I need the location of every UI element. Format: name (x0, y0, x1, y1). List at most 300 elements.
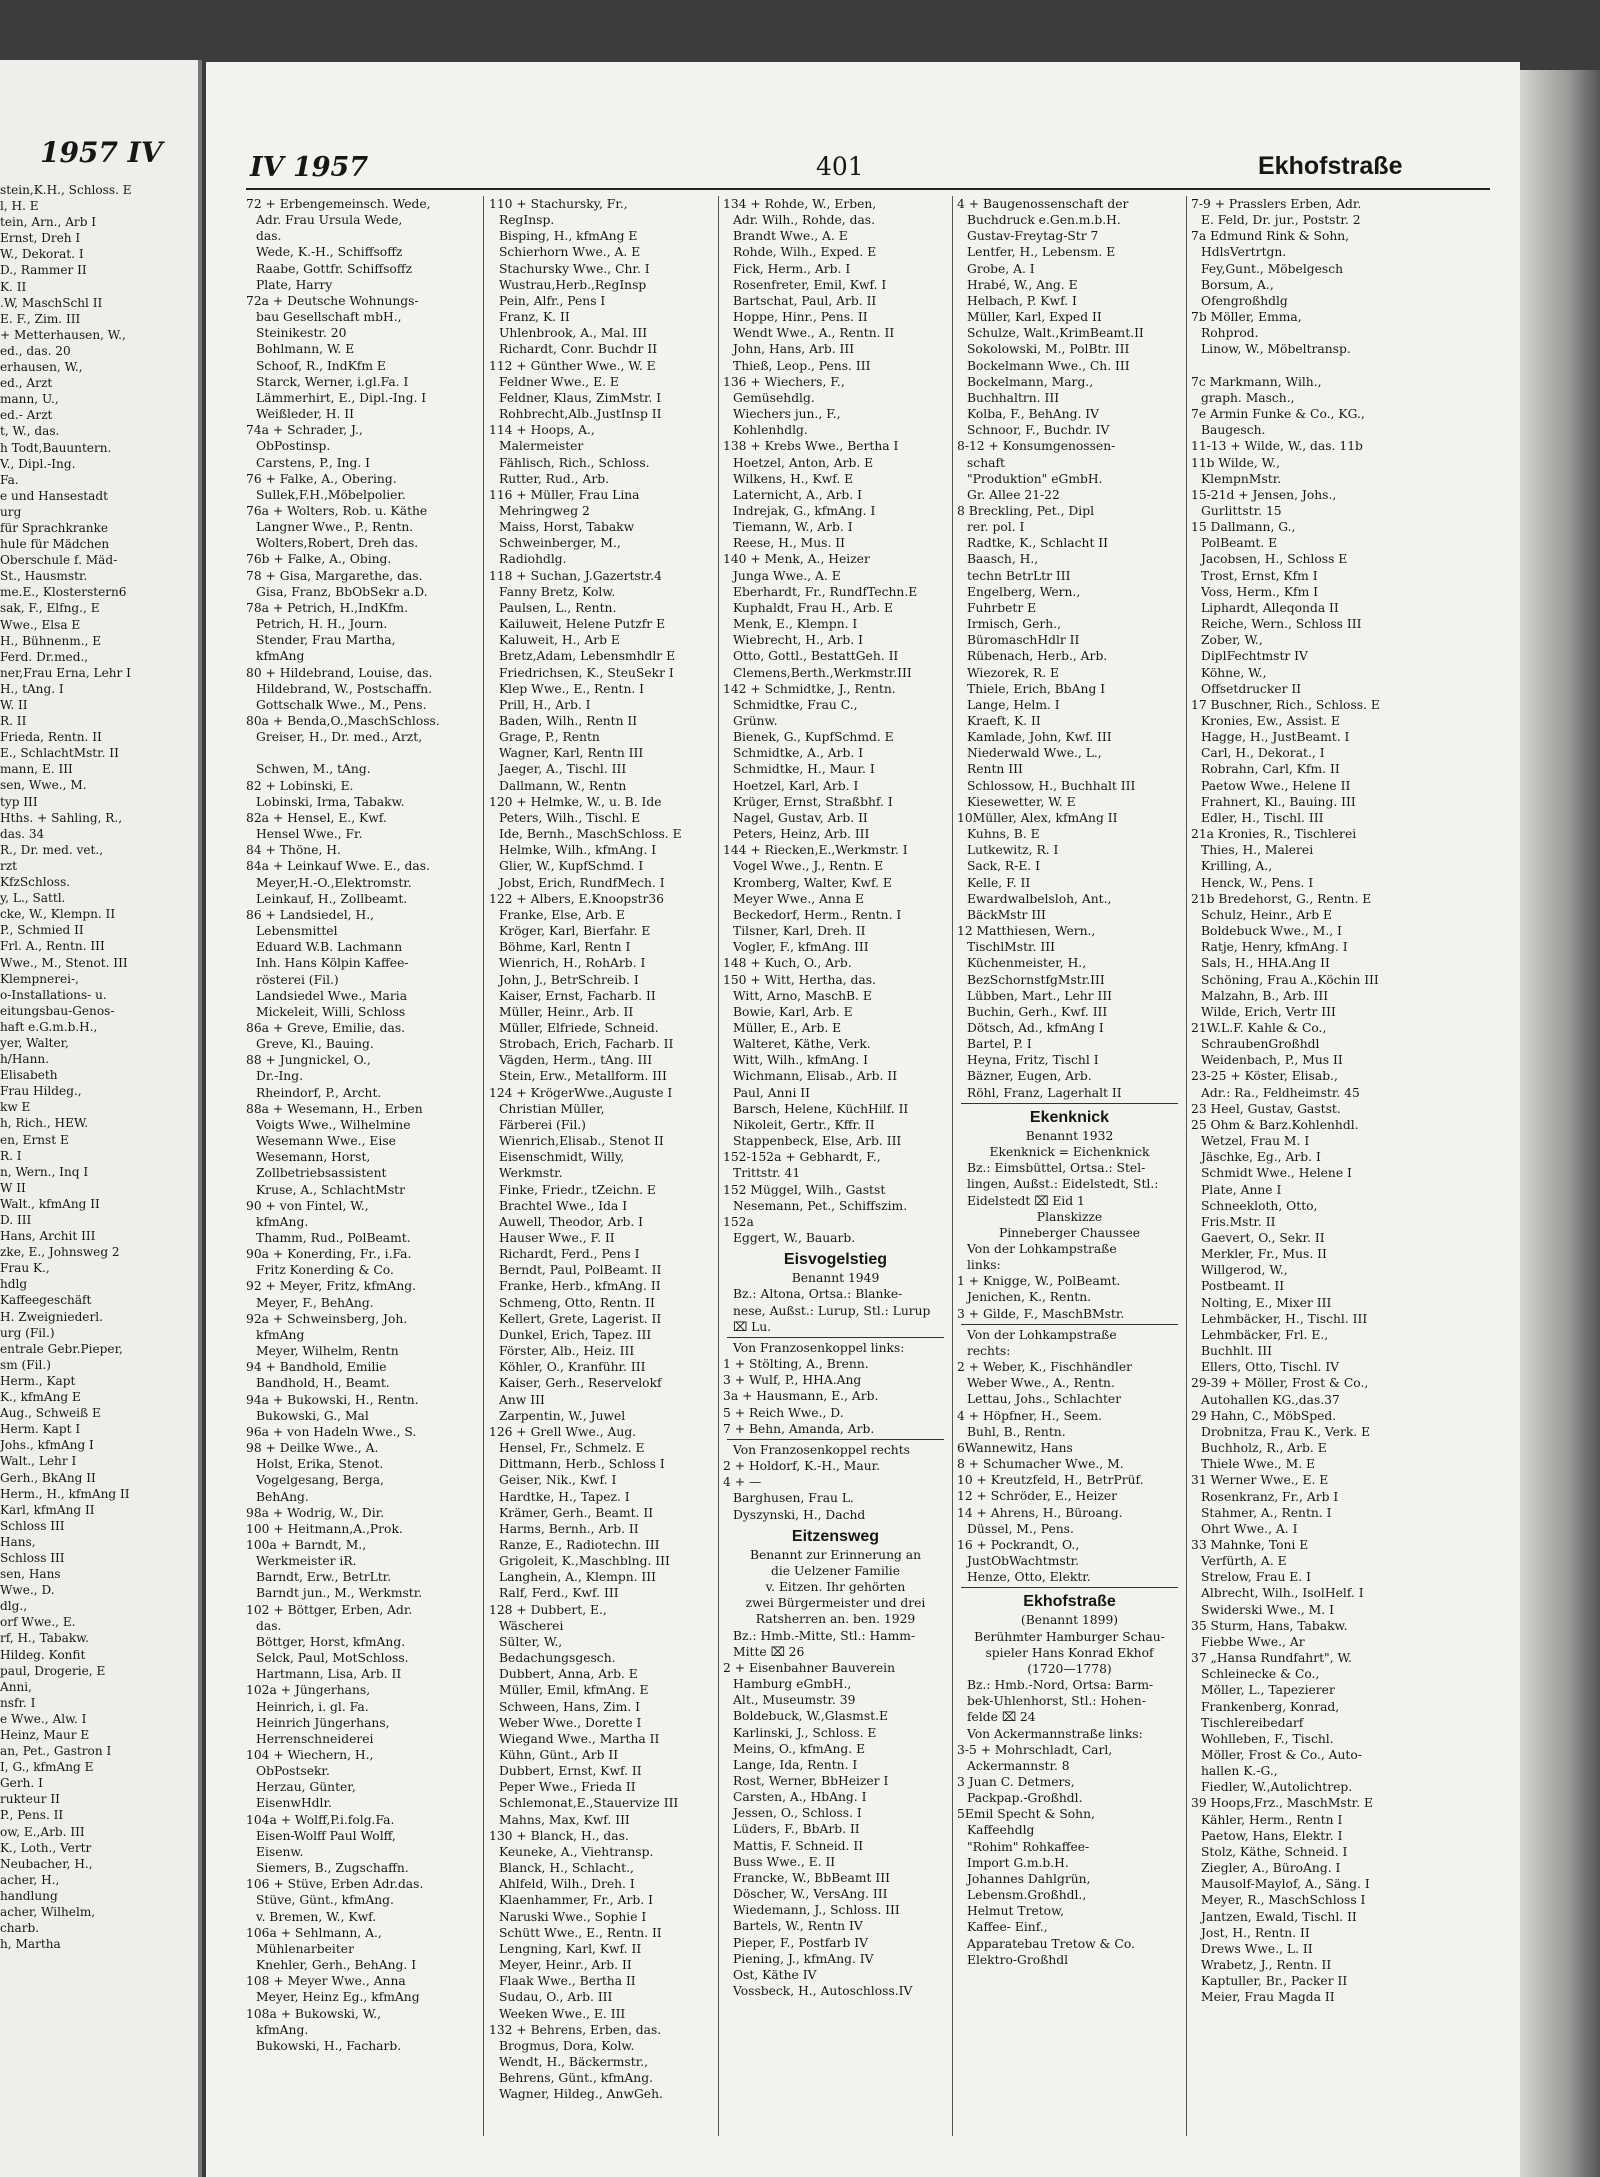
left-page-line: sak, F., Elfng., E (0, 601, 100, 616)
directory-entry: 12 Matthiesen, Wern., (957, 924, 1096, 939)
directory-entry: Boldebuck Wwe., M., I (1201, 924, 1342, 939)
directory-entry: 92 + Meyer, Fritz, kfmAng. (246, 1279, 417, 1294)
directory-entry: Verfürth, A. E (1201, 1554, 1287, 1569)
directory-entry: Buhl, B., Rentn. (967, 1424, 1066, 1439)
directory-entry: Lübben, Mart., Lehr III (967, 988, 1113, 1003)
left-page-line: sen, Wwe., M. (0, 778, 87, 793)
directory-entry: 106a + Sehlmann, A., (246, 1925, 382, 1940)
directory-entry: Grünw. (733, 714, 778, 728)
directory-entry: Paetow, Hans, Elektr. I (1201, 1828, 1343, 1843)
directory-entry: Malzahn, B., Arb. III (1201, 988, 1329, 1003)
directory-entry: Weber Wwe., A., Rentn. (967, 1376, 1115, 1391)
directory-entry: Naruski Wwe., Sophie I (499, 1909, 647, 1924)
directory-entry: 2 + Weber, K., Fischhändler (957, 1360, 1132, 1375)
directory-entry: Jaeger, A., Tischl. III (499, 762, 627, 777)
directory-entry: "Rohim" Rohkaffee- (967, 1839, 1090, 1854)
directory-entry: Langner Wwe., P., Rentn. (256, 520, 414, 535)
directory-entry: Drobnitza, Frau K., Verk. E (1201, 1424, 1371, 1439)
column-divider (1186, 196, 1187, 2136)
directory-entry: 152a (723, 1214, 754, 1229)
directory-entry: "Produktion" eGmbH. (967, 471, 1103, 486)
directory-entry: 8 Breckling, Pet., Dipl (957, 503, 1095, 518)
directory-entry: Müller, Karl, Exped II (967, 310, 1102, 325)
directory-entry: 102a + Jüngerhans, (246, 1683, 371, 1698)
directory-entry: Radiohdlg. (499, 552, 567, 567)
directory-entry: 8-12 + Konsumgenossen- (957, 439, 1116, 454)
left-page-line: D., Rammer II (0, 263, 87, 278)
directory-entry: RegInsp. (499, 213, 555, 228)
directory-entry: Willgerod, W., (1201, 1263, 1288, 1278)
directory-entry: Krüger, Ernst, Straßbhf. I (733, 794, 893, 809)
directory-entry: Uhlenbrook, A., Mal. III (499, 326, 648, 341)
directory-entry: Bockelmann, Marg., (967, 374, 1094, 389)
directory-entry: Fiebbe Wwe., Ar (1201, 1634, 1305, 1649)
directory-entry: Meins, O., kfmAng. E (733, 1741, 866, 1756)
directory-entry: Mattis, F. Schneid. II (733, 1838, 864, 1853)
left-page-line: paul, Drogerie, E (0, 1663, 106, 1678)
directory-entry: Wede, K.-H., Schiffsoffz (256, 245, 403, 260)
street-section-title: Eisvogelstieg (783, 1252, 888, 1269)
directory-entry: Rheindorf, P., Archt. (256, 1085, 382, 1100)
directory-entry: Hartmann, Lisa, Arb. II (256, 1667, 402, 1682)
directory-entry: 7b Möller, Emma, (1191, 310, 1302, 325)
directory-entry: 116 + Müller, Frau Lina (489, 487, 640, 502)
directory-entry: Buchhaltrn. III (967, 390, 1060, 405)
directory-entry: Peters, Wilh., Tischl. E (499, 810, 641, 825)
directory-entry: Brachtel Wwe., Ida I (499, 1198, 628, 1213)
left-page-line: Walt., kfmAng II (0, 1196, 100, 1211)
directory-entry: 86a + Greve, Emilie, das. (246, 1020, 406, 1035)
directory-entry: PolBeamt. E (1201, 536, 1278, 551)
left-page-line: me.E., Klosterstern6 (0, 585, 127, 600)
directory-entry (246, 745, 478, 761)
directory-entry: E. Feld, Dr. jur., Poststr. 2 (1201, 213, 1361, 228)
directory-entry: Fiedler, W.,Autolichtrep. (1201, 1780, 1353, 1795)
directory-entry: Feldner Wwe., E. E (499, 374, 619, 389)
directory-entry: 78a + Petrich, H.,IndKfm. (246, 600, 408, 615)
left-page-line: das. 34 (0, 826, 45, 841)
left-page-line: Ferd. Dr.med., (0, 649, 89, 664)
directory-entry: Heyna, Fritz, Tischl I (967, 1053, 1099, 1068)
directory-entry: 4 + Höpfner, H., Seem. (957, 1408, 1103, 1423)
directory-entry: Henze, Otto, Elektr. (967, 1570, 1091, 1585)
directory-entry: Nikoleit, Gertr., Kffr. II (733, 1117, 875, 1132)
left-page-line: entrale Gebr.Pieper, (0, 1341, 123, 1356)
left-page-line: h Todt,Bauuntern. (0, 440, 112, 455)
directory-entry: Bowie, Karl, Arb. E (733, 1004, 853, 1019)
left-page-line: E. F., Zim. III (0, 311, 81, 326)
directory-entry: Mickeleit, Willi, Schloss (256, 1004, 406, 1019)
directory-entry: 3 Juan C. Detmers, (957, 1775, 1075, 1789)
directory-entry: 74a + Schrader, J., (246, 423, 363, 438)
directory-entry: Schweinberger, M., (499, 536, 621, 551)
directory-entry: Voss, Herm., Kfm I (1201, 584, 1319, 599)
directory-entry: Von Franzosenkoppel rechts (733, 1442, 910, 1457)
left-page-line: rzt (0, 858, 18, 873)
directory-entry: Lange, Ida, Rentn. I (733, 1757, 858, 1772)
directory-entry: 132 + Behrens, Erben, das. (489, 2022, 662, 2037)
left-page-line: Hildeg. Konfit (0, 1647, 86, 1662)
directory-entry: 2 + Holdorf, K.-H., Maur. (723, 1459, 881, 1474)
directory-entry: Finke, Friedr., tZeichn. E (499, 1182, 656, 1197)
directory-entry: Harms, Bernh., Arb. II (499, 1521, 639, 1536)
directory-entry: 98 + Deilke Wwe., A. (246, 1441, 379, 1456)
left-page-line: Frau Hildeg., (0, 1084, 82, 1099)
street-section-note: spieler Hans Konrad Ekhof (985, 1645, 1154, 1660)
directory-entry: 7c Markmann, Wilh., (1191, 374, 1322, 389)
directory-entry: Gemüsehdlg. (733, 390, 815, 405)
directory-entry: Bz.: Altona, Ortsa.: Blanke- (733, 1287, 903, 1302)
directory-entry: 108a + Bukowski, W., (246, 2006, 382, 2021)
directory-entry: Siemers, B., Zugschaffn. (256, 1861, 409, 1876)
left-page-line: t, W., das. (0, 424, 60, 439)
left-page-line: I, G., kfmAng E (0, 1760, 94, 1775)
directory-entry: Franke, Herb., kfmAng. II (499, 1279, 661, 1294)
directory-entry: JustObWachtmstr. (967, 1553, 1080, 1568)
directory-entry: Bz.: Eimsbüttel, Ortsa.: Stel- (967, 1161, 1146, 1176)
directory-entry: Fey,Gunt., Möbelgesch (1201, 261, 1344, 276)
directory-entry: Strobach, Erich, Facharb. II (499, 1037, 674, 1052)
directory-entry: Laternicht, A., Arb. I (733, 487, 862, 502)
directory-entry: rer. pol. I (967, 520, 1025, 535)
left-page-line: Herm., H., kfmAng II (0, 1486, 130, 1501)
directory-entry: 14 + Ahrens, H., Büroang. (957, 1505, 1123, 1520)
directory-entry: 3 + Gilde, F., MaschBMstr. (957, 1306, 1125, 1321)
left-page-line: hule für Mädchen (0, 537, 110, 552)
street-section-note: Berühmter Hamburger Schau- (974, 1629, 1165, 1644)
directory-entry: Schmeng, Otto, Rentn. II (499, 1295, 655, 1310)
left-page-line: acher, Wilhelm, (0, 1905, 96, 1920)
street-section-note: (Benannt 1899) (1020, 1613, 1119, 1628)
directory-entry: 90a + Konerding, Fr., i.Fa. (246, 1247, 412, 1262)
directory-entry: Boldebuck, W.,Glasmst.E (733, 1709, 888, 1724)
directory-entry: Keuneke, A., Viehtransp. (499, 1844, 654, 1859)
left-page-line: haft e.G.m.b.H., (0, 1019, 98, 1034)
directory-entry: Witt, Arno, MaschB. E (733, 988, 872, 1003)
directory-entry: 29 Hahn, C., MöbSped. (1191, 1408, 1337, 1423)
directory-entry: Krämer, Gerh., Beamt. II (499, 1505, 654, 1520)
left-page-line: H., Bühnenm., E (0, 633, 102, 648)
directory-entry: Christian Müller, (499, 1101, 605, 1116)
directory-entry: 29-39 + Möller, Frost & Co., (1191, 1376, 1369, 1391)
directory-entry: Ratje, Henry, kfmAng. I (1201, 940, 1348, 955)
directory-entry: Nagel, Gustav, Arb. II (733, 810, 868, 825)
directory-entry: Paulsen, L., Rentn. (499, 600, 617, 615)
section-rule (961, 1587, 1178, 1588)
directory-entry: Holst, Erika, Stenot. (256, 1457, 384, 1472)
directory-entry: Dittmann, Herb., Schloss I (499, 1457, 665, 1472)
page-year: IV 1957 (250, 152, 369, 183)
left-page-line: h, Rich., HEW. (0, 1116, 89, 1131)
directory-entry: 130 + Blanck, H., das. (489, 1828, 629, 1843)
left-page-line: l, H. E (0, 199, 39, 214)
directory-entry: Greve, Kl., Bauing. (256, 1037, 374, 1052)
directory-entry: 84a + Leinkauf Wwe. E., das. (246, 859, 430, 874)
directory-entry: Niederwald Wwe., L., (967, 746, 1102, 761)
directory-entry: Lettau, Johs., Schlachter (967, 1392, 1122, 1407)
column-4 (957, 196, 1182, 1968)
directory-entry: Ahlfeld, Wilh., Dreh. I (499, 1877, 635, 1892)
section-rule (961, 1324, 1178, 1325)
directory-entry: Frahnert, Kl., Bauing. III (1201, 794, 1356, 809)
left-page-header: 1957 IV (40, 136, 163, 169)
left-page-line: Gerh., BkAng II (0, 1470, 96, 1485)
directory-entry: Wolters,Robert, Dreh das. (256, 536, 419, 551)
directory-entry: Eidelstedt ⌧ Eid 1 (967, 1193, 1085, 1208)
directory-entry: Färberei (Fil.) (499, 1117, 586, 1132)
directory-entry: Bohlmann, W. E (256, 342, 355, 357)
directory-entry: Wesemann Wwe., Eise (256, 1134, 396, 1149)
directory-entry: Rübenach, Herb., Arb. (967, 649, 1108, 664)
directory-entry: Kühn, Günt., Arb II (499, 1748, 619, 1762)
section-rule (727, 1337, 944, 1338)
left-page-line: K. II (0, 279, 27, 294)
directory-entry: Von Ackermannstraße links: (967, 1726, 1143, 1741)
street-section-note: Benannt 1949 (791, 1271, 880, 1286)
directory-entry: Tilsner, Karl, Dreh. II (733, 924, 866, 939)
directory-entry: Edler, H., Tischl. III (1201, 810, 1324, 825)
directory-entry: Baden, Wilh., Rentn II (499, 714, 638, 728)
directory-entry: Wendt Wwe., A., Rentn. II (733, 326, 895, 341)
directory-entry: Ziegler, A., BüroAng. I (1201, 1861, 1341, 1876)
street-section-note: die Uelzener Familie (770, 1563, 901, 1578)
directory-entry: Buchin, Gerh., Kwf. III (967, 1004, 1108, 1019)
running-street-head: Ekhofstraße (1258, 152, 1403, 180)
directory-entry: Meier, Frau Magda II (1201, 1990, 1335, 2005)
directory-entry: 37 „Hansa Rundfahrt", W. (1191, 1651, 1352, 1666)
directory-entry: Helbach, P. Kwf. I (967, 293, 1077, 308)
directory-entry: Wagner, Hildeg., AnwGeh. (499, 2087, 663, 2102)
directory-entry: Ewardwalbelsloh, Ant., (967, 891, 1112, 906)
directory-entry: Meyer, F., BehAng. (256, 1295, 374, 1310)
directory-entry: Wienrich, H., RohArb. I (499, 956, 646, 971)
directory-entry: Glier, W., KupfSchmd. I (499, 859, 644, 874)
directory-entry: KlempnMstr. (1201, 471, 1282, 486)
directory-entry: Brandt Wwe., A. E (733, 229, 848, 244)
directory-entry: BehAng. (256, 1489, 309, 1504)
directory-entry: Wiezorek, R. E (967, 665, 1059, 680)
directory-entry: Kaffee- Einf., (967, 1920, 1048, 1935)
directory-entry: Buchholz, R., Arb. E (1201, 1441, 1327, 1456)
directory-entry: 100a + Barndt, M., (246, 1537, 367, 1552)
left-page-line: erhausen, W., (0, 360, 83, 375)
directory-entry: Hoetzel, Anton, Arb. E (733, 455, 874, 470)
directory-entry: Thies, H., Malerei (1201, 843, 1314, 858)
directory-entry: Ralf, Ferd., Kwf. III (499, 1586, 619, 1601)
directory-entry: 8 + Schumacher Wwe., M. (957, 1457, 1124, 1472)
left-page-line: Hans, Archit III (0, 1229, 96, 1244)
directory-entry: Francke, W., BbBeamt III (733, 1870, 890, 1885)
directory-entry: 118 + Suchan, J.Gazertstr.4 (489, 568, 662, 583)
directory-entry: lingen, Außst.: Eidelstedt, Stl.: (967, 1177, 1159, 1192)
directory-entry: kfmAng. (256, 1214, 309, 1229)
directory-entry: Witt, Wilh., kfmAng. I (733, 1053, 869, 1068)
directory-entry: 11b Wilde, W., (1191, 455, 1280, 470)
directory-entry: Stahmer, A., Rentn. I (1201, 1505, 1332, 1520)
directory-entry: 110 + Stachursky, Fr., (489, 197, 628, 211)
directory-entry: Schöning, Frau A.,Köchin III (1201, 972, 1379, 987)
directory-entry: Sack, R-E. I (967, 859, 1040, 874)
directory-entry: 80 + Hildebrand, Louise, das. (246, 665, 433, 680)
left-page-line: Walt., Lehr I (0, 1454, 77, 1469)
directory-entry: Eberhardt, Fr., RundfTechn.E (733, 584, 918, 599)
directory-entry: v. Bremen, W., Kwf. (256, 1909, 377, 1924)
left-page-line: W II (0, 1180, 26, 1195)
directory-entry: Thiele Wwe., M. E (1201, 1457, 1316, 1472)
directory-entry: Kaiser, Ernst, Facharb. II (499, 988, 656, 1003)
directory-entry: Merkler, Fr., Mus. II (1201, 1247, 1327, 1262)
directory-entry: Böhme, Karl, Rentn I (499, 940, 631, 955)
directory-entry: Raabe, Gottfr. Schiffsoffz (256, 261, 413, 276)
directory-entry: 21a Kronies, R., Tischlerei (1191, 827, 1357, 842)
directory-entry: rösterei (Fil.) (256, 972, 339, 987)
directory-entry: Meyer, Heinr., Arb. II (499, 1958, 632, 1973)
directory-entry: Trittstr. 41 (733, 1166, 801, 1181)
directory-entry: 98a + Wodrig, W., Dir. (246, 1505, 385, 1520)
directory-entry: Dötsch, Ad., kfmAng I (967, 1020, 1104, 1035)
directory-entry: Thieß, Leop., Pens. III (733, 358, 871, 373)
directory-entry: Jantzen, Ewald, Tischl. II (1201, 1909, 1357, 1924)
directory-entry: Helmke, Wilh., kfmAng. I (499, 843, 657, 858)
left-page-line: cke, W., Klempn. II (0, 907, 116, 922)
directory-entry: 136 + Wiechers, F., (723, 374, 845, 389)
directory-entry: Kaptuller, Br., Packer II (1201, 1974, 1348, 1989)
directory-entry: Baasch, H., (967, 552, 1039, 567)
directory-entry: Weißleder, H. II (256, 407, 355, 422)
street-section-note: Ratsherren an. ben. 1929 (755, 1612, 916, 1627)
column-divider (483, 196, 484, 2136)
directory-entry: Sudau, O., Arb. III (499, 1990, 613, 2005)
directory-entry: Grage, P., Rentn (499, 730, 600, 745)
directory-entry: Kronies, Ew., Assist. E (1201, 714, 1340, 728)
directory-entry: Wienrich,Elisab., Stenot II (499, 1134, 664, 1149)
directory-entry: Swiderski Wwe., M. I (1201, 1602, 1334, 1617)
street-section-note: Benannt 1932 (1025, 1128, 1114, 1143)
directory-entry: Behrens, Günt., kfmAng. (499, 2071, 654, 2086)
directory-entry: Thiele, Erich, BbAng I (967, 681, 1106, 696)
directory-entry: 114 + Hoops, A., (489, 423, 595, 438)
directory-entry: Import G.m.b.H. (967, 1855, 1069, 1870)
directory-entry: Lehmbäcker, Frl. E., (1201, 1327, 1329, 1342)
directory-entry: Borsum, A., (1201, 277, 1274, 292)
directory-entry: Kaluweit, H., Arb E (499, 633, 620, 648)
directory-entry: Kamlade, John, Kwf. III (967, 730, 1112, 745)
directory-entry: Herrenschneiderei (256, 1731, 374, 1746)
directory-entry: Jessen, O., Schloss. I (733, 1806, 862, 1821)
left-page-line: + Metterhausen, W., (0, 327, 126, 342)
directory-entry: Paetow Wwe., Helene II (1201, 778, 1351, 793)
directory-entry: Nolting, E., Mixer III (1201, 1295, 1332, 1310)
directory-entry: Johannes Dahlgrün, (967, 1871, 1091, 1886)
directory-entry: Feldner, Klaus, ZimMstr. I (499, 390, 662, 405)
directory-entry: Kromberg, Walter, Kwf. E (733, 875, 892, 890)
directory-entry: Hildebrand, W., Postschaffn. (256, 681, 433, 696)
directory-entry: Eisen-Wolff Paul Wolff, (256, 1828, 396, 1843)
page-number: 401 (816, 152, 864, 181)
directory-entry: Meyer, Wilhelm, Rentn (256, 1344, 399, 1359)
directory-entry: Lebensm.Großhdl., (967, 1888, 1087, 1903)
directory-entry: Lange, Helm. I (967, 697, 1060, 712)
directory-entry: 5Emil Specht & Sohn, (957, 1807, 1095, 1822)
directory-entry: 76a + Wolters, Rob. u. Käthe (246, 503, 428, 518)
directory-entry: Peper Wwe., Frieda II (499, 1780, 636, 1795)
street-section-note: Pinneberger Chaussee (998, 1225, 1141, 1240)
directory-entry: Jacobsen, H., Schloss E (1201, 552, 1348, 567)
directory-entry: Mühlenarbeiter (256, 1941, 354, 1956)
header-rule (246, 188, 1490, 190)
directory-entry: Menk, E., Klempn. I (733, 617, 858, 632)
directory-entry: Indrejak, G., kfmAng. I (733, 503, 876, 518)
directory-entry: das. (256, 229, 282, 244)
left-page-line: E., SchlachtMstr. II (0, 746, 119, 761)
directory-entry: Piening, J., kfmAng. IV (733, 1951, 874, 1966)
directory-entry: Steinikestr. 20 (256, 326, 347, 341)
directory-entry: 4 + Baugenossenschaft der (957, 197, 1129, 211)
directory-entry: Lüders, F., BbArb. II (733, 1822, 860, 1837)
directory-entry: Gr. Allee 21-22 (967, 487, 1060, 502)
column-2 (489, 196, 714, 2102)
directory-entry: Kaffeehdlg (967, 1823, 1035, 1838)
directory-entry: Irmisch, Gerh., (967, 617, 1061, 632)
directory-entry: Buchhlt. III (1201, 1344, 1272, 1359)
directory-entry: Rosenkranz, Fr., Arb I (1201, 1489, 1339, 1504)
directory-entry: Pieper, F., Postfarb IV (733, 1935, 869, 1950)
directory-entry: Wagner, Karl, Rentn III (499, 746, 644, 761)
directory-entry: das. (256, 1618, 282, 1633)
directory-entry: Vossbeck, H., Autoschloss.IV (733, 1984, 913, 1999)
directory-entry: Sullek,F.H.,Möbelpolier. (256, 487, 406, 502)
directory-entry: Schütt Wwe., E., Rentn. II (499, 1925, 662, 1940)
directory-entry: Klaenhammer, Fr., Arb. I (499, 1893, 653, 1908)
left-page-line: ner,Frau Erna, Lehr I (0, 665, 131, 680)
directory-entry: Mahns, Max, Kwf. III (499, 1812, 630, 1827)
left-page-line: orf Wwe., E. (0, 1615, 76, 1630)
directory-entry: Leinkauf, H., Zollbeamt. (256, 891, 408, 906)
directory-entry: Fanny Bretz, Kolw. (499, 584, 616, 599)
directory-entry: Schmidtke, Frau C., (733, 697, 858, 712)
directory-entry: Paul, Anni II (733, 1085, 810, 1100)
directory-entry: Meyer, Heinz Eg., kfmAng (256, 1990, 420, 2005)
directory-entry: Kraeft, K. II (967, 714, 1041, 728)
left-page-line: nsfr. I (0, 1695, 36, 1710)
directory-entry: Lutkewitz, R. I (967, 843, 1059, 858)
directory-entry: Schulz, Heinr., Arb E (1201, 907, 1333, 922)
directory-entry: 126 + Grell Wwe., Aug. (489, 1424, 637, 1439)
directory-entry: Bäzner, Eugen, Arb. (967, 1069, 1092, 1084)
directory-page (206, 62, 1520, 2177)
directory-entry: nese, Außst.: Lurup, Stl.: Lurup (733, 1303, 931, 1318)
directory-entry: Tiemann, W., Arb. I (733, 520, 853, 535)
directory-entry: 21W.L.F. Kahle & Co., (1191, 1020, 1327, 1035)
directory-entry: 7a Edmund Rink & Sohn, (1191, 229, 1350, 244)
left-page-line: hdlg (0, 1277, 28, 1292)
directory-entry: 7e Armin Funke & Co., KG., (1191, 407, 1365, 422)
directory-entry: Dyszynski, H., Dachd (733, 1507, 866, 1522)
directory-entry: Thamm, Rud., PolBeamt. (256, 1231, 411, 1245)
directory-entry: Schlossow, H., Buchhalt III (967, 778, 1136, 793)
directory-entry: 106 + Stüve, Erben Adr.das. (246, 1877, 424, 1892)
street-section-note: Planskizze (1036, 1209, 1103, 1224)
directory-entry: Ellers, Otto, Tischl. IV (1201, 1360, 1340, 1375)
directory-entry: Sals, H., HHA.Ang II (1201, 956, 1330, 971)
directory-entry: Eisenw. (256, 1844, 304, 1859)
left-page-line: Fa. (0, 472, 19, 487)
directory-entry: Meyer Wwe., Anna E (733, 891, 864, 906)
directory-entry: Elektro-Großhdl (967, 1952, 1069, 1967)
column-1 (246, 196, 478, 2054)
directory-entry: Mausolf-Maylof, A., Säng. I (1201, 1877, 1370, 1892)
directory-entry: ObPostinsp. (256, 439, 331, 454)
